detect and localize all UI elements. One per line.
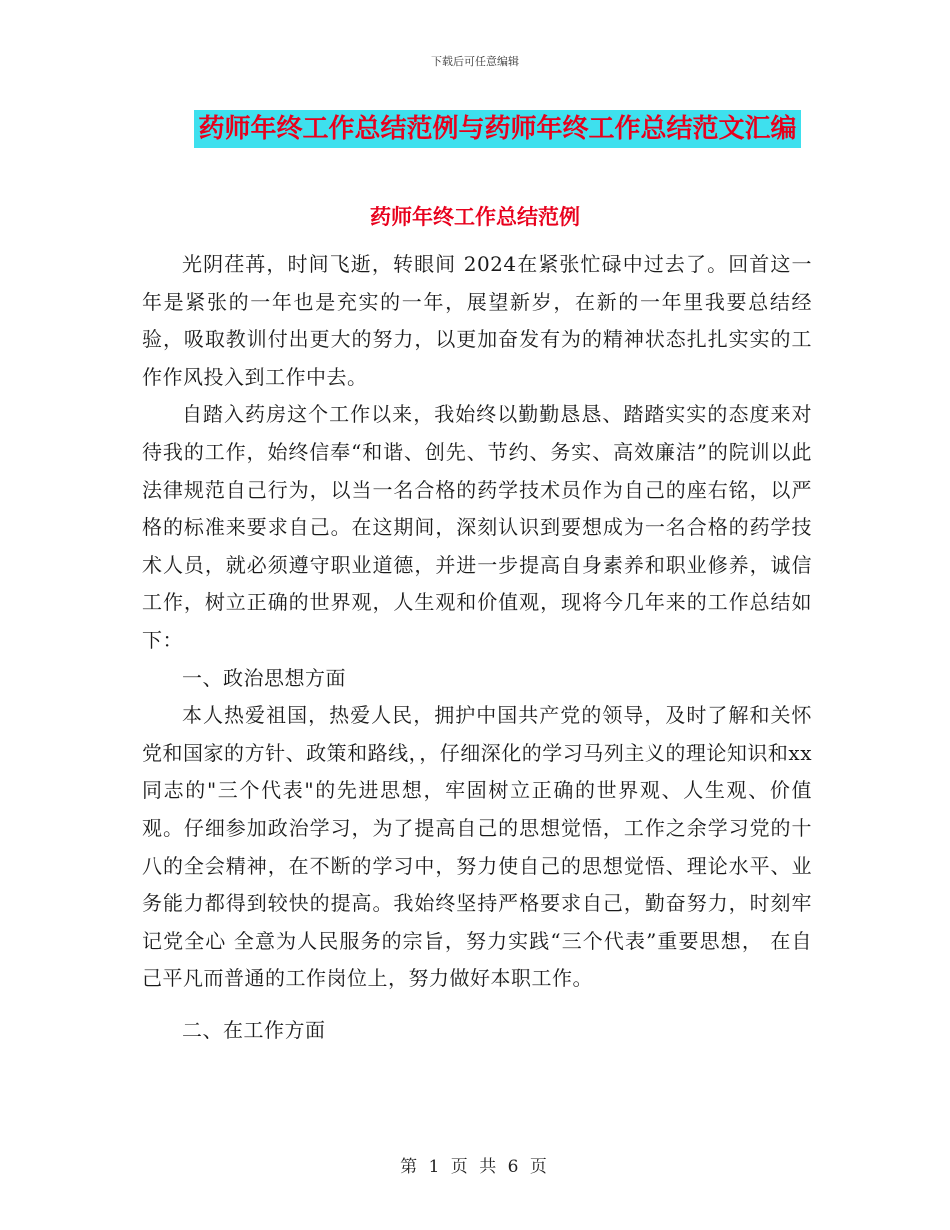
paragraph-political: 本人热爱祖国，热爱人民，拥护中国共产党的领导，及时了解和关怀党和国家的方针、政策和路线，，仔细深化的学习马列主义的理论知识和xx同志的"三个代表"的先进思想，牢固树立正确的世界观、人生观、价值观。仔细参加政治学习，为了提高自己的思想觉悟，工作之余学习党的十八的全会精神，在不断的学习中，努力使自己的思想觉悟、理论水平、业务能力都得到较快的提高。我始终坚持严格要求自己，勤奋努力，时刻牢记党全心 全意为人民服务的宗旨，努力实践“三个代表”重要思想， 在自己平凡而普通的工作岗位上，努力做好本职工作。: [142, 703, 812, 991]
section-title: 药师年终工作总结范例: [370, 205, 580, 229]
document-title-container: [0, 110, 950, 148]
subheading-political: 一、政治思想方面: [182, 665, 346, 690]
header-note: 下载后可任意编辑: [431, 55, 519, 68]
page-footer: 第 1 页 共 6 页: [400, 1157, 550, 1177]
paragraph-work-attitude: 自踏入药房这个工作以来，我始终以勤勤恳恳、踏踏实实的态度来对待我的工作，始终信奉“和谐、创先、节约、务实、高效廉洁”的院训以此法律规范自己行为，以当一名合格的药学技术员作为自己的座右铭，以严格的标准来要求自己。在这期间，深刻认识到要想成为一名合格的药学技术人员，就必须遵守职业道德，并进一步提高自身素养和职业修养，诚信工作，树立正确的世界观，人生观和价值观，现将今几年来的工作总结如下：: [142, 402, 812, 652]
paragraph-intro: 光阴荏苒，时间飞逝，转眼间 2024在紧张忙碌中过去了。回首这一年是紧张的一年也是充实的一年，展望新岁，在新的一年里我要总结经验，吸取教训付出更大的努力，以更加奋发有为的精神状态扎扎实实的工作作风投入到工作中去。: [142, 252, 812, 389]
document-body: [142, 246, 812, 1049]
subheading-work: 二、在工作方面: [182, 1017, 326, 1042]
paragraph-gap: [142, 998, 812, 1012]
document-title: 药师年终工作总结范例与药师年终工作总结范文汇编: [194, 110, 800, 148]
